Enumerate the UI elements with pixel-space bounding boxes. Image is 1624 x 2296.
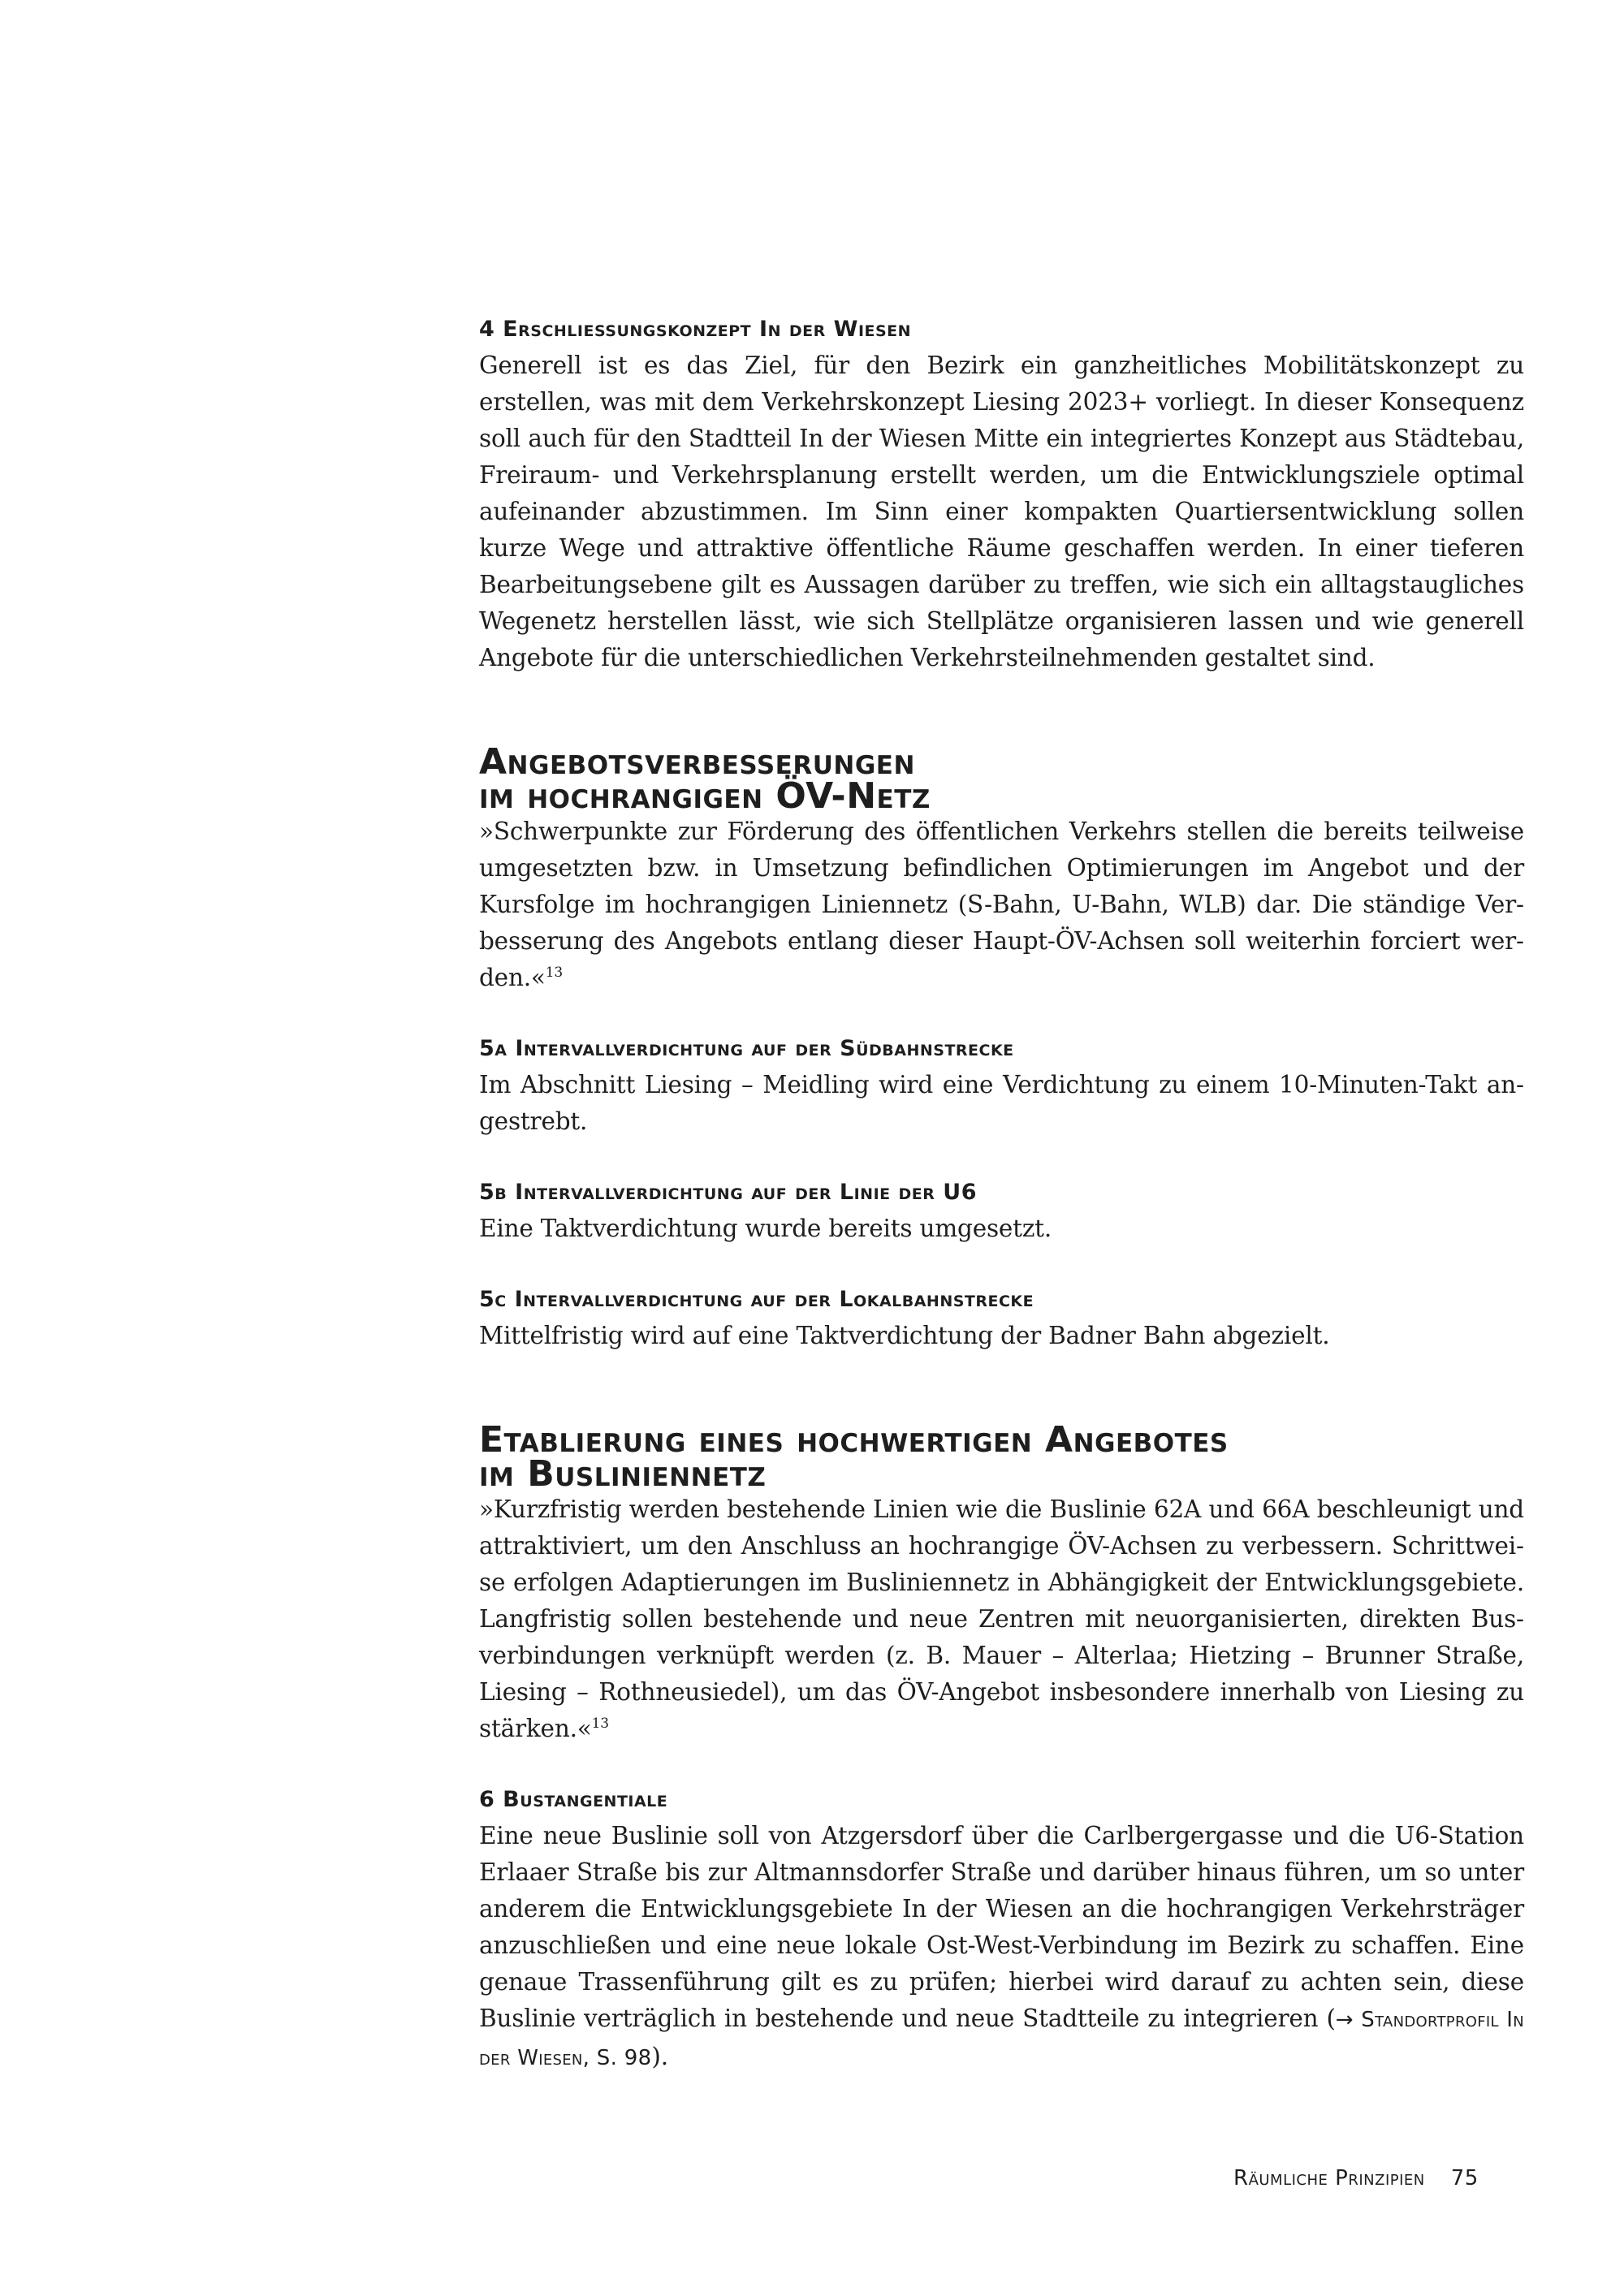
paragraph: Im Abschnitt Liesing – Meidling wird eine Verdichtung zu einem 10-Minuten-Takt angestrebt. [479, 1071, 1524, 1135]
section-heading: 4 Erschliessungskonzept In der Wiesen [479, 317, 912, 342]
section-title [479, 1419, 1524, 1495]
item-heading: 5c Intervallverdichtung auf der Lokalbahnstrecke [479, 1287, 1034, 1312]
footer-section-title: Räumliche Prinzipien [1233, 2166, 1425, 2190]
footnote-marker: 13 [545, 965, 564, 982]
section-erschliessungskonzept [479, 311, 1524, 676]
item-5a [479, 1030, 1524, 1140]
page-footer [1233, 2166, 1479, 2190]
quote-paragraph [479, 814, 1524, 996]
item-5c [479, 1281, 1524, 1354]
quote-text: »Kurzfristig werden bestehende Linien wie die Buslinie 62A und 66A beschleunigt und attraktiviert, um den Anschluss an hochrangige ÖV-Achsen zu verbessern. Schrittweise erfolgen Adaptierungen im Busliniennetz in Abhängigkeit der Entwicklungsgebiete. Langfristig sollen bestehende und neue Zentren mit neuorganisierten, direkten Busverbindungen verknüpft werden (z. B. Mauer – Alterlaa; Hietzing – Brunner Straße, Liesing – Rothneusiedel), um das ÖV-Angebot insbesondere innerhalb von Liesing zu stärken.« [479, 1495, 1524, 1742]
section-title-line: Etablierung eines hochwertigen Angebotes [479, 1419, 1229, 1461]
quote-text: »Schwerpunkte zur Förderung des öffentlichen Verkehrs stellen die bereits teilweise umgesetzten bzw. in Umsetzung befindlichen Optimierungen im Angebot und der Kursfolge im hochrangigen Liniennetz (S-Bahn, U-Bahn, WLB) dar. Die ständige Verbesserung des Angebots entlang dieser Haupt-ÖV-Achsen soll weiterhin forciert werden.« [479, 818, 1524, 991]
paragraph-text: Eine neue Buslinie soll von Atzgersdorf über die Carlbergergasse und die U6-Station Erlaaer Straße bis zur Altmannsdorfer Straße und darüber hinaus führen, um so unter anderem die Entwicklungsgebiete In der Wiesen an die hochrangigen Verkehrsträger anzuschließen und eine neue lokale Ost-West-Verbindung im Bezirk zu schaffen. Eine genaue Trassenführung gilt es zu prüfen; hierbei wird darauf zu achten sein, diese Buslinie verträglich in bestehende und neue Stadtteile zu integrieren ( [479, 1822, 1524, 2032]
item-6 [479, 1781, 1524, 2077]
paragraph: Generell ist es das Ziel, für den Bezirk ein ganzheitliches Mobilitätskonzept zu erstellen, was mit dem Verkehrskonzept Liesing 2023+ vorliegt. In dieser Konsequenz soll auch für den Stadtteil In der Wiesen Mitte ein integriertes Konzept aus Städtebau, Freiraum- und Verkehrsplanung erstellt werden, um die Entwicklungsziele optimal aufeinander abzustimmen. Im Sinn einer kompakten Quartiersentwicklung sollen kurze Wege und attraktive öffentliche Räume geschaffen werden. In einer tieferen Bearbeitungsebene gilt es Aussagen darüber zu treffen, wie sich ein alltagstaugliches Wegenetz herstellen lässt, wie sich Stellplätze organisieren lassen und wie generell Angebote für die unterschiedlichen Verkehrsteilnehmenden gestaltet sind. [479, 352, 1524, 671]
page-content [479, 311, 1543, 2077]
section-title [479, 741, 1524, 817]
cross-reference-link[interactable]: → Standortprofil In der Wiesen, S. 98 [479, 2008, 1524, 2070]
page-number: 75 [1450, 2166, 1479, 2190]
section-title-line: Angebotsverbesserungen [479, 741, 915, 783]
quote-paragraph [479, 1491, 1524, 1747]
section-busliniennetz [479, 1419, 1524, 1747]
section-title-line: im Busliniennetz [479, 1453, 767, 1495]
item-heading: 5b Intervallverdichtung auf der Linie der U6 [479, 1180, 978, 1205]
footnote-marker: 13 [591, 1716, 609, 1733]
item-heading: 5a Intervallverdichtung auf der Südbahnstrecke [479, 1036, 1014, 1061]
paragraph [479, 1818, 1524, 2077]
item-heading: 6 Bustangentiale [479, 1787, 668, 1812]
item-5b [479, 1174, 1524, 1247]
paragraph: Mittelfristig wird auf eine Taktverdichtung der Badner Bahn abgezielt. [479, 1322, 1330, 1349]
section-angebotsverbesserungen [479, 741, 1524, 996]
paragraph: Eine Taktverdichtung wurde bereits umgesetzt. [479, 1215, 1052, 1242]
paragraph-close: ). [651, 2043, 668, 2070]
section-title-line: im hochrangigen ÖV-Netz [479, 775, 931, 817]
